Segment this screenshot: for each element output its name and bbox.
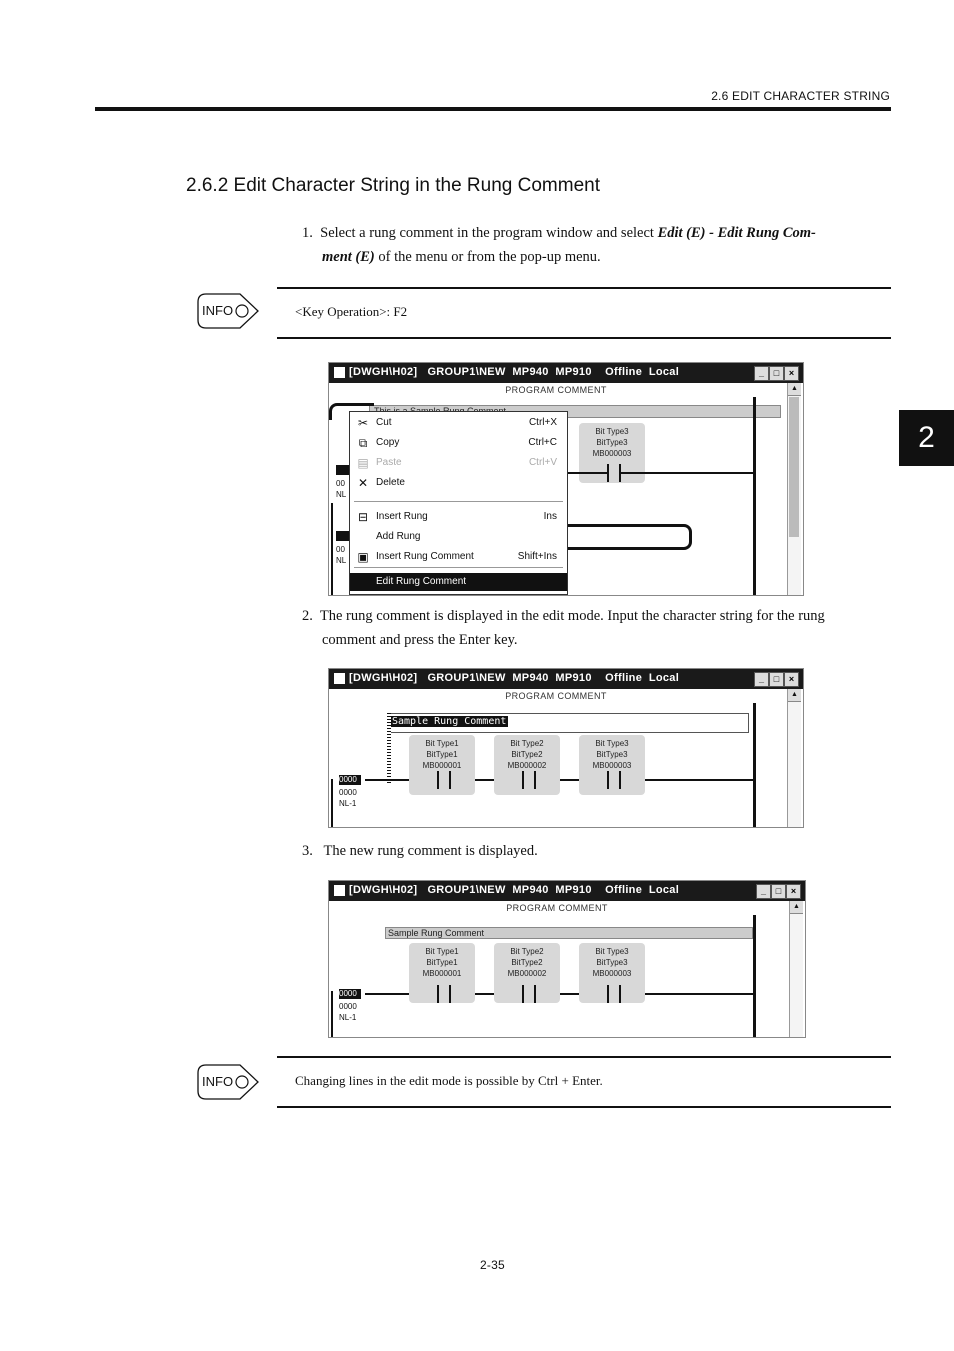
contact-box-3[interactable]: Bit Type3 BitType3 MB000003 xyxy=(579,735,645,795)
scroll-thumb[interactable] xyxy=(789,397,799,537)
contact-3-type: Bit Type3 xyxy=(595,427,629,436)
section-title: 2.6.2 Edit Character String in the Rung Comment xyxy=(186,175,600,196)
right-power-rail xyxy=(753,915,756,1037)
vertical-scrollbar[interactable] xyxy=(787,383,801,595)
menu-separator xyxy=(354,567,563,568)
scissors-icon: ✂ xyxy=(357,416,369,430)
rung-comment-text: Sample Rung Comment xyxy=(388,928,485,938)
window-titlebar xyxy=(329,669,803,689)
rung-comment-edit-text[interactable]: Sample Rung Comment xyxy=(392,716,507,727)
info-1-bottom-rule xyxy=(277,337,891,339)
step-1-text-post: of the menu or from the pop-up menu. xyxy=(374,249,601,265)
right-power-rail xyxy=(753,397,756,595)
menu-item-label: Insert Rung Comment xyxy=(376,551,474,562)
context-menu xyxy=(349,411,568,595)
menu-item-add-rung[interactable] xyxy=(350,528,567,546)
info-1-text: <Key Operation>: F2 xyxy=(295,304,408,319)
step-3 xyxy=(302,839,538,863)
info-2-badge-label: INFO xyxy=(202,1074,234,1089)
right-power-rail xyxy=(753,703,756,827)
minimize-button[interactable]: _ xyxy=(754,672,769,687)
rung-number-2: 00 NL xyxy=(336,545,347,565)
menu-item-insert-rung-comment[interactable] xyxy=(350,548,567,566)
insert-rung-icon: ⊟ xyxy=(357,510,369,524)
contact-box-1[interactable]: Bit Type1 BitType1 MB000001 xyxy=(409,735,475,795)
info-2-bottom-rule xyxy=(277,1106,891,1108)
window-icon xyxy=(334,367,345,378)
rung-comment-edit-field[interactable] xyxy=(387,713,749,733)
left-power-rail xyxy=(331,991,333,1037)
program-comment-label: PROGRAM COMMENT xyxy=(505,691,607,701)
step-2-number: 2. xyxy=(302,608,313,624)
comment-bracket-2 xyxy=(565,524,692,550)
menu-item-shortcut: Ctrl+V xyxy=(528,457,557,468)
info-1-badge-label: INFO xyxy=(202,303,234,318)
rung-comment-bar[interactable] xyxy=(385,927,753,939)
menu-item-delete[interactable] xyxy=(350,474,567,492)
insert-rung-comment-icon: ▣ xyxy=(357,550,369,564)
rung-number: 0000 NL-1 xyxy=(339,788,357,808)
window-icon xyxy=(334,673,345,684)
menu-item-edit-rung-comment[interactable] xyxy=(350,573,567,591)
screenshot-edit-mode xyxy=(328,668,804,828)
scroll-up-arrow[interactable]: ▲ xyxy=(790,901,803,914)
rung-number: 0000 NL-1 xyxy=(339,1002,357,1022)
step-3-text: The new rung comment is displayed. xyxy=(323,843,538,859)
step-1-text-pre: Select a rung comment in the program window and select xyxy=(320,225,658,241)
minimize-button[interactable]: _ xyxy=(756,884,771,899)
window-title: [DWGH\H02] GROUP1\NEW MP940 MP910 Offline Local xyxy=(349,884,680,896)
menu-item-paste[interactable] xyxy=(350,454,567,472)
menu-item-label: Paste xyxy=(376,457,402,468)
step-1 xyxy=(302,221,892,269)
contact-symbol-3 xyxy=(607,771,621,789)
rung-number-1: 00 NL xyxy=(336,479,347,499)
info-2-text: Changing lines in the edit mode is possible by Ctrl + Enter. xyxy=(295,1073,603,1088)
menu-item-label: Cut xyxy=(376,417,392,428)
delete-icon: ✕ xyxy=(357,476,369,490)
menu-item-cut[interactable] xyxy=(350,414,567,432)
contact-box-3[interactable]: Bit Type3 BitType3 MB000003 xyxy=(579,943,645,1003)
vertical-scrollbar[interactable] xyxy=(789,901,803,1037)
contact-3-address: MB000003 xyxy=(592,449,632,458)
menu-icon-blank xyxy=(356,575,370,589)
window-titlebar xyxy=(329,363,803,383)
vertical-scrollbar[interactable] xyxy=(787,689,801,827)
menu-separator xyxy=(354,501,563,502)
step-2-line-2: comment and press the Enter key. xyxy=(322,632,518,648)
menu-item-label: Copy xyxy=(376,437,400,448)
contact-symbol-1 xyxy=(437,771,451,789)
step-1-number: 1. xyxy=(302,225,313,241)
menu-item-shortcut: Ctrl+C xyxy=(528,437,557,448)
paste-icon: ▤ xyxy=(357,456,369,470)
step-1-menu-path: Edit (E) - Edit Rung Com- xyxy=(657,225,816,241)
step-2 xyxy=(302,604,892,652)
contact-symbol-1 xyxy=(437,985,451,1003)
contact-symbol-2 xyxy=(522,985,536,1003)
window-title: [DWGH\H02] GROUP1\NEW MP940 MP910 Offline Local xyxy=(349,672,680,684)
contact-symbol-3 xyxy=(607,464,621,482)
menu-item-insert-rung[interactable] xyxy=(350,508,567,526)
info-1-top-rule xyxy=(277,287,891,289)
menu-item-shortcut: Ctrl+X xyxy=(528,417,557,428)
step-2-line-1: The rung comment is displayed in the edit mode. Input the character string for the rung xyxy=(319,608,825,624)
info-2-top-rule xyxy=(277,1056,891,1058)
rung-tag: 0000 xyxy=(339,775,361,785)
left-power-rail xyxy=(331,503,333,595)
contact-box-2[interactable]: Bit Type2 BitType2 MB000002 xyxy=(494,943,560,1003)
header-rule xyxy=(95,107,891,111)
menu-icon-blank xyxy=(356,530,370,544)
contact-box-2[interactable]: Bit Type2 BitType2 MB000002 xyxy=(494,735,560,795)
running-header: 2.6 EDIT CHARACTER STRING xyxy=(711,89,890,103)
window-title: [DWGH\H02] GROUP1\NEW MP940 MP910 Offline Local xyxy=(349,366,680,378)
scroll-up-arrow[interactable]: ▲ xyxy=(788,689,801,702)
rung-line-1 xyxy=(565,472,753,474)
menu-item-label: Edit Rung Comment xyxy=(376,576,467,587)
close-button[interactable]: × xyxy=(784,672,799,687)
contact-box-1[interactable]: Bit Type1 BitType1 MB000001 xyxy=(409,943,475,1003)
scroll-up-arrow[interactable]: ▲ xyxy=(788,383,801,396)
menu-item-label: Delete xyxy=(376,477,405,488)
chapter-tab: 2 xyxy=(899,410,954,466)
left-power-rail xyxy=(331,779,333,827)
maximize-button[interactable]: □ xyxy=(769,672,784,687)
program-comment-label: PROGRAM COMMENT xyxy=(505,385,607,395)
screenshot-popup-menu xyxy=(328,362,804,596)
info-1-badge xyxy=(196,293,260,329)
menu-item-label: Add Rung xyxy=(376,531,421,542)
window-titlebar xyxy=(329,881,805,901)
minimize-button[interactable]: _ xyxy=(754,366,769,381)
info-2-badge xyxy=(196,1064,260,1100)
contact-3-name: BitType3 xyxy=(596,438,628,447)
rung-tag: 0000 xyxy=(339,989,361,999)
maximize-button[interactable]: □ xyxy=(771,884,786,899)
screenshot-comment-displayed xyxy=(328,880,806,1038)
close-button[interactable]: × xyxy=(784,366,799,381)
contact-symbol-3 xyxy=(607,985,621,1003)
page-number: 2-35 xyxy=(480,1258,505,1272)
maximize-button[interactable]: □ xyxy=(769,366,784,381)
menu-item-copy[interactable] xyxy=(350,434,567,452)
edit-field-margin xyxy=(387,713,391,785)
window-icon xyxy=(334,885,345,896)
menu-item-shortcut: Ins xyxy=(543,511,557,522)
step-3-number: 3. xyxy=(302,843,313,859)
close-button[interactable]: × xyxy=(786,884,801,899)
program-comment-label: PROGRAM COMMENT xyxy=(506,903,608,913)
contact-symbol-2 xyxy=(522,771,536,789)
menu-item-shortcut: Shift+Ins xyxy=(517,551,557,562)
step-1-menu-path-cont: ment (E) xyxy=(322,249,375,265)
menu-item-label: Insert Rung xyxy=(376,511,428,522)
copy-icon: ⧉ xyxy=(358,436,368,450)
